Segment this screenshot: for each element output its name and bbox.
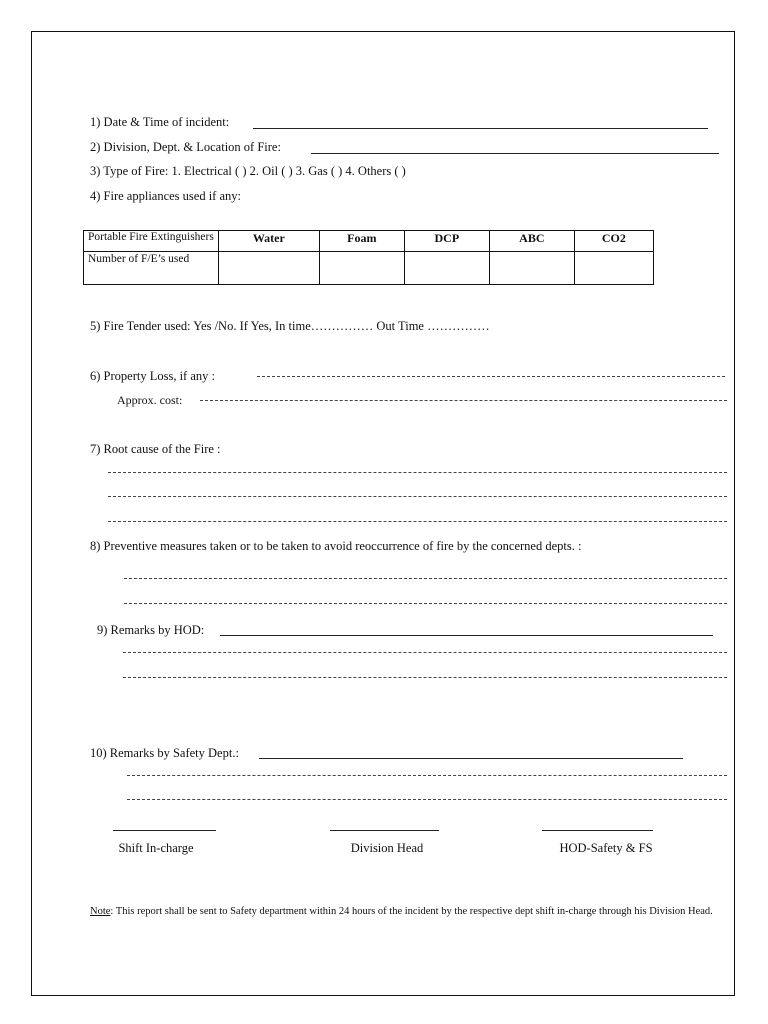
q7-root-cause-line-2[interactable] — [108, 496, 727, 497]
row-label-number-used: Number of F/E’s used — [84, 252, 219, 285]
q8-preventive-measures-label: 8) Preventive measures taken or to be taken to avoid reoccurrence of fire by the concerned depts. : — [90, 539, 582, 553]
q10-remarks-line-2[interactable] — [127, 799, 727, 800]
header-abc: ABC — [489, 231, 574, 252]
cell-co2-count[interactable] — [574, 252, 653, 285]
q2-division-location-line[interactable] — [311, 153, 719, 154]
q6-approx-cost-line[interactable] — [200, 400, 727, 401]
q7-root-cause-label: 7) Root cause of the Fire : — [90, 442, 221, 456]
q6-approx-cost-label: Approx. cost: — [117, 393, 183, 407]
q1-date-time-line[interactable] — [253, 128, 708, 129]
q9-remarks-hod-line[interactable] — [220, 635, 713, 636]
signature-line-hod[interactable] — [542, 830, 653, 831]
q7-root-cause-line-3[interactable] — [108, 521, 727, 522]
cell-water-count[interactable] — [218, 252, 319, 285]
signature-line-shift[interactable] — [113, 830, 216, 831]
cell-dcp-count[interactable] — [404, 252, 489, 285]
q9-remarks-line-1[interactable] — [123, 652, 727, 653]
signature-line-division[interactable] — [330, 830, 439, 831]
signature-shift-in-charge: Shift In-charge — [118, 841, 194, 855]
cell-foam-count[interactable] — [319, 252, 404, 285]
q3-type-of-fire: 3) Type of Fire: 1. Electrical ( ) 2. Oil ( ) 3. Gas ( ) 4. Others ( ) — [90, 164, 406, 178]
q8-preventive-line-1[interactable] — [124, 578, 727, 579]
q1-date-time-label: 1) Date & Time of incident: — [90, 115, 230, 129]
q8-preventive-line-2[interactable] — [124, 603, 727, 604]
q6-property-loss-line[interactable] — [257, 376, 725, 377]
note-text: : This report shall be sent to Safety department within 24 hours of the incident by the respective dept shift in-charge through his Division Head. — [110, 906, 713, 917]
cell-abc-count[interactable] — [489, 252, 574, 285]
q7-root-cause-line-1[interactable] — [108, 472, 727, 473]
q10-remarks-safety-label: 10) Remarks by Safety Dept.: — [90, 746, 239, 760]
table-row — [84, 231, 654, 252]
signature-division-head: Division Head — [350, 841, 424, 855]
row-label-portable: Portable Fire Extinguishers — [84, 231, 219, 252]
q4-fire-appliances-label: 4) Fire appliances used if any: — [90, 189, 241, 203]
signature-hod-safety: HOD-Safety & FS — [559, 841, 653, 855]
note-label: Note — [90, 906, 111, 917]
header-water: Water — [218, 231, 319, 252]
q10-remarks-line-1[interactable] — [127, 775, 727, 776]
q2-division-location-label: 2) Division, Dept. & Location of Fire: — [90, 140, 281, 154]
q9-remarks-line-2[interactable] — [123, 677, 727, 678]
table-row — [84, 252, 654, 285]
header-dcp: DCP — [404, 231, 489, 252]
q6-property-loss-label: 6) Property Loss, if any : — [90, 369, 215, 383]
footer-note — [90, 905, 730, 919]
fire-extinguisher-table — [83, 230, 654, 285]
q10-remarks-safety-line[interactable] — [259, 758, 683, 759]
q5-fire-tender: 5) Fire Tender used: Yes /No. If Yes, In time…………… Out Time …………… — [90, 319, 490, 333]
header-foam: Foam — [319, 231, 404, 252]
header-co2: CO2 — [574, 231, 653, 252]
q9-remarks-hod-label: 9) Remarks by HOD: — [97, 623, 205, 637]
